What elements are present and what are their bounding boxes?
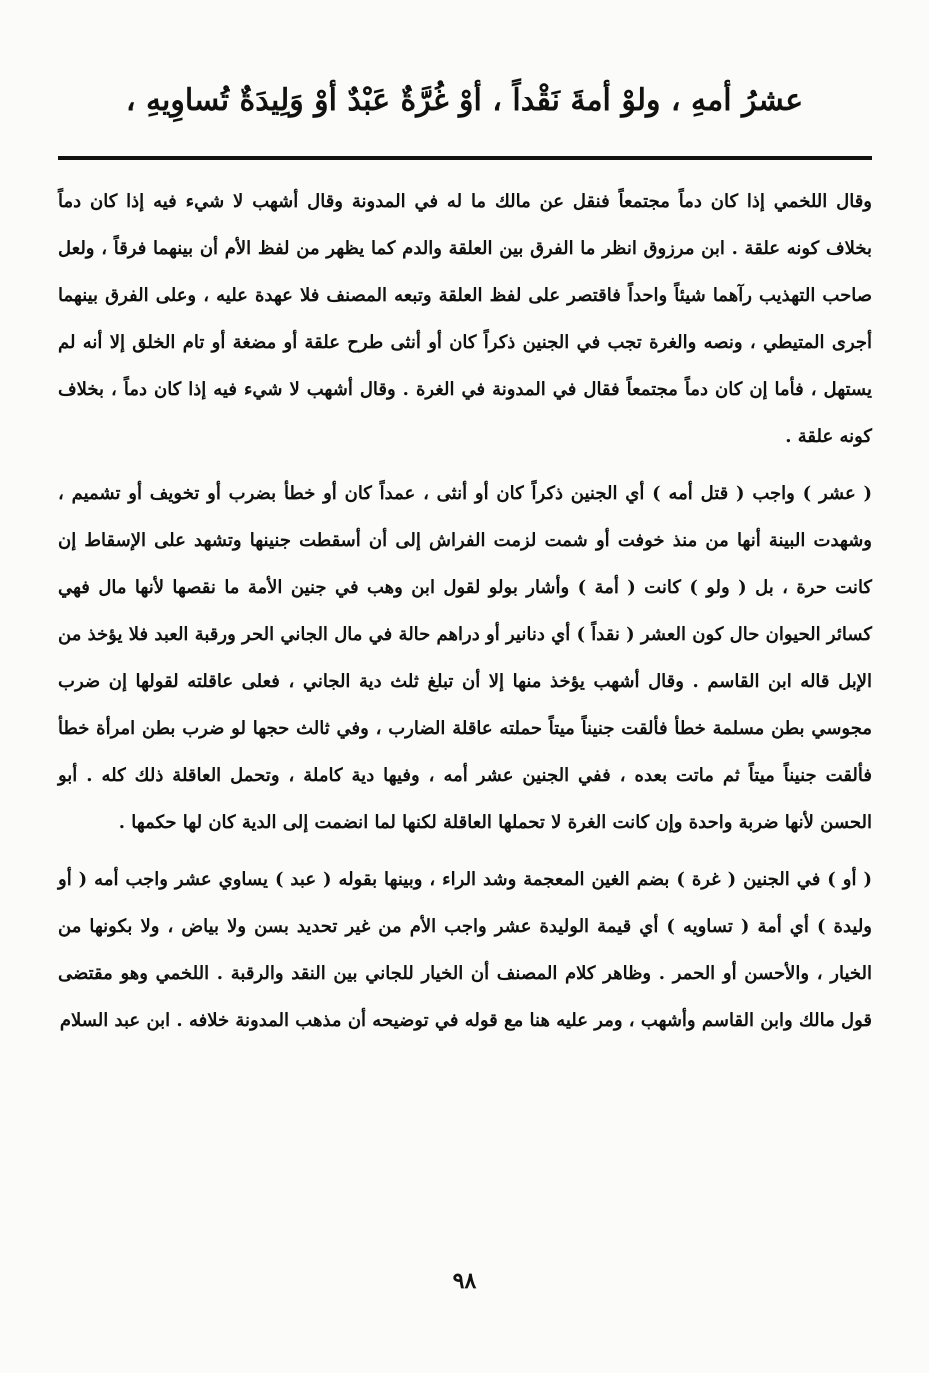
page-number: ٩٨	[452, 1268, 477, 1294]
body-text	[58, 178, 872, 1044]
paragraph-2: ( عشر ) واجب ( قتل أمه ) أي الجنين ذكراً كان أو أنثى ، عمداً كان أو خطأ بضرب أو تخويف أو تشميم ، وشهدت البينة أنها من منذ خوفت أو شمت لزمت الفراش إلى أن أسقطت جنينها وتشهد على الإسقاط إن كانت حرة ، بل ( ولو ) كانت ( أمة ) وأشار بولو لقول ابن وهب في جنين الأمة ما نقصها لأنها مال فهي كسائر الحيوان حال كون العشر ( نقداً ) أي دنانير أو دراهم حالة في مال الجاني الحر ورقبة العبد فلا يؤخذ من الإبل قاله ابن القاسم . وقال أشهب يؤخذ منها إلا أن تبلغ ثلث دية الجاني ، فعلى عاقلته لقولها إن ضرب مجوسي بطن مسلمة خطأ فألقت جنيناً ميتاً حملته عاقلة الضارب ، وفي ثالث حجها لو ضرب بطن امرأة خطأ فألقت جنيناً ميتاً ثم ماتت بعده ، ففي الجنين عشر أمه ، وفيها دية كاملة ، وتحمل العاقلة ذلك كله . أبو الحسن لأنها ضربة واحدة وإن كانت الغرة لا تحملها العاقلة لكنها لما انضمت إلى الدية كان لها حكمها .	[58, 483, 872, 833]
paragraph-1: وقال اللخمي إذا كان دماً مجتمعاً فنقل عن مالك ما له في المدونة وقال أشهب لا شيء فيه إذا كان دماً بخلاف كونه علقة . ابن مرزوق انظر ما الفرق بين العلقة والدم كما يظهر من لفظ الأم أن بينهما فرقاً ، ولعل صاحب التهذيب رآهما شيئاً واحداً فاقتصر على لفظ العلقة وتبعه المصنف فلا عهدة عليه ، وعلى الفرق بينهما أجرى المتيطي ، ونصه والغرة تجب في الجنين ذكراً كان أو أنثى طرح علقة أو مضغة أو تام الخلق إلا أنه لم يستهل ، فأما إن كان دماً مجتمعاً فقال في المدونة في الغرة . وقال أشهب لا شيء فيه إذا كان دماً ، بخلاف كونه علقة .	[58, 191, 872, 447]
header-rule	[58, 156, 872, 160]
paragraph-3: ( أو ) في الجنين ( غرة ) بضم الغين المعجمة وشد الراء ، وبينها بقوله ( عبد ) يساوي عشر واجب أمه ( أو وليدة ) أي أمة ( تساويه ) أي قيمة الوليدة عشر واجب الأم من غير تحديد بسن ولا بياض ، ولا بكونها من الخيار ، والأحسن أو الحمر . وظاهر كلام المصنف أن الخيار للجاني بين النقد والرقبة . اللخمي وهو مقتضى قول مالك وابن القاسم وأشهب ، ومر عليه هنا مع قوله في توضيحه أن مذهب المدونة خلافه . ابن عبد السلام	[58, 869, 872, 1031]
page-header-text: عشرُ أمهِ ، ولوْ أمةَ نَقْداً ، أوْ غُرَّةٌ عَبْدٌ أوْ وَلِيدَةٌ تُساوِيهِ ،	[125, 83, 804, 118]
